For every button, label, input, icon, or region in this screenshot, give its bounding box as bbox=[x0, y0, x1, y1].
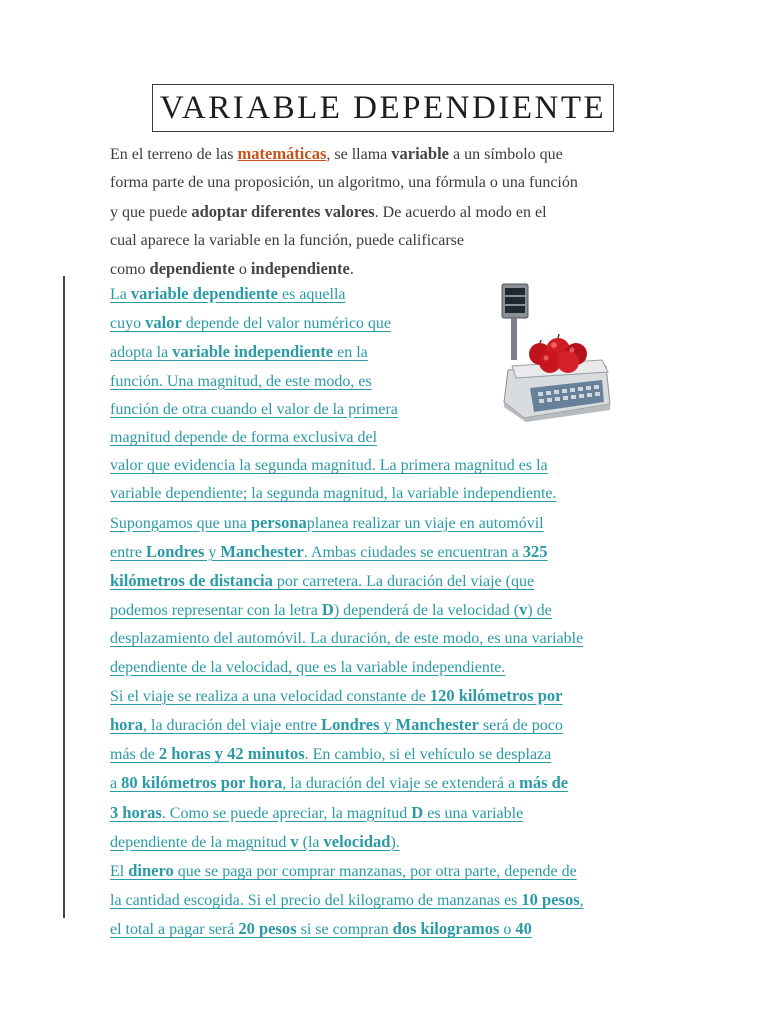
intro-bold-term: variable bbox=[391, 144, 450, 163]
intro-text: forma parte de una proposición, un algoritmo, una fórmula o una función bbox=[110, 174, 578, 192]
velocidad-link[interactable]: velocidad bbox=[323, 831, 391, 851]
text-line: Supongamos que una personaplanea realizar un viaje en automóvil bbox=[110, 512, 544, 532]
distance-value[interactable]: 325 bbox=[522, 541, 548, 561]
text-line: desplazamiento del automóvil. La duración, de este modo, es una variable bbox=[110, 630, 584, 648]
intro-text: o bbox=[234, 261, 251, 279]
intro-bold-term: independiente bbox=[250, 259, 350, 279]
text-line: magnitud depende de forma exclusiva del bbox=[110, 429, 378, 447]
duration-link[interactable]: 2 horas y 42 minutos bbox=[158, 744, 305, 764]
text-line: función de otra cuando el valor de la primera bbox=[110, 400, 398, 418]
price-link[interactable]: 10 pesos bbox=[521, 890, 580, 910]
intro-bold-term: adoptar diferentes valores bbox=[191, 201, 375, 221]
intro-text: y que puede bbox=[110, 203, 192, 221]
more-than-link[interactable]: 3 horas bbox=[110, 802, 162, 822]
persona-link[interactable]: persona bbox=[250, 512, 307, 532]
text-line: 3 horas. Como se puede apreciar, la magnitud D es una variable bbox=[110, 802, 524, 822]
intro-text: como bbox=[110, 261, 150, 279]
text-line: kilómetros de distancia por carretera. La duración del viaje (que bbox=[110, 571, 535, 591]
londres-link[interactable]: Londres bbox=[321, 715, 380, 735]
text-line: valor que evidencia la segunda magnitud. La primera magnitud es la bbox=[110, 457, 548, 475]
valor-link[interactable]: valor bbox=[145, 313, 182, 333]
text-line: variable dependiente; la segunda magnitud, la variable independiente. bbox=[110, 485, 557, 503]
speed-120-link[interactable]: hora bbox=[110, 715, 143, 735]
text-line: adopta la variable independiente en la bbox=[110, 342, 368, 362]
dinero-link[interactable]: dinero bbox=[128, 861, 174, 881]
manchester-link[interactable]: Manchester bbox=[220, 541, 304, 561]
total-link[interactable]: 40 bbox=[515, 919, 532, 939]
text-line: hora, la duración del viaje entre Londres y Manchester será de poco bbox=[110, 715, 563, 735]
speed-120-link[interactable]: 120 kilómetros por bbox=[429, 685, 563, 705]
text-line: podemos representar con la letra D) dependerá de la velocidad (v) de bbox=[110, 600, 552, 620]
body-paragraph bbox=[110, 280, 662, 945]
text-line: entre Londres y Manchester. Ambas ciudades se encuentran a 325 bbox=[110, 541, 548, 561]
text-line: la cantidad escogida. Si el precio del kilogramo de manzanas es 10 pesos, bbox=[110, 890, 584, 910]
intro-text: cual aparece la variable en la función, puede calificarse bbox=[110, 231, 465, 249]
text-line: Si el viaje se realiza a una velocidad constante de 120 kilómetros por bbox=[110, 685, 563, 705]
text-line: cuyo valor depende del valor numérico que bbox=[110, 313, 392, 333]
text-line: función. Una magnitud, de este modo, es bbox=[110, 372, 372, 390]
intro-text: . bbox=[349, 261, 354, 279]
text-line: dependiente de la velocidad, que es la variable independiente. bbox=[110, 658, 506, 676]
text-line: El dinero que se paga por comprar manzanas, por otra parte, depende de bbox=[110, 861, 577, 881]
variable-independiente-link[interactable]: variable independiente bbox=[172, 342, 334, 362]
letter-v: v bbox=[290, 831, 299, 851]
text-line: el total a pagar será 20 pesos si se compran dos kilogramos o 40 bbox=[110, 919, 532, 939]
letter-v: v bbox=[519, 600, 528, 620]
variable-dependiente-link[interactable]: variable dependiente bbox=[130, 284, 278, 303]
total-link[interactable]: 20 pesos bbox=[238, 919, 297, 939]
page-title: VARIABLE DEPENDIENTE bbox=[152, 84, 614, 132]
intro-text: , se llama bbox=[326, 146, 392, 163]
text-line: La variable dependiente es aquella bbox=[110, 284, 346, 303]
intro-text: En el terreno de las bbox=[110, 146, 238, 163]
letter-d: D bbox=[411, 802, 424, 822]
letter-d: D bbox=[321, 600, 334, 620]
text-line: dependiente de la magnitud v (la velocidad). bbox=[110, 831, 400, 851]
intro-paragraph bbox=[110, 140, 670, 284]
manchester-link[interactable]: Manchester bbox=[395, 715, 479, 735]
distance-unit[interactable]: kilómetros de distancia bbox=[110, 571, 273, 591]
londres-link[interactable]: Londres bbox=[145, 541, 205, 561]
margin-bar bbox=[63, 276, 65, 918]
intro-text: . De acuerdo al modo en el bbox=[374, 203, 547, 221]
more-than-link[interactable]: más de bbox=[519, 773, 569, 793]
intro-text: a un símbolo que bbox=[449, 146, 563, 163]
speed-80-link[interactable]: 80 kilómetros por hora bbox=[121, 773, 283, 793]
matematicas-link[interactable]: matemáticas bbox=[237, 144, 327, 163]
text-line: más de 2 horas y 42 minutos. En cambio, si el vehículo se desplaza bbox=[110, 744, 552, 764]
text-line: a 80 kilómetros por hora, la duración del viaje se extenderá a más de bbox=[110, 773, 569, 793]
kilograms-link[interactable]: dos kilogramos bbox=[392, 919, 500, 939]
intro-bold-term: dependiente bbox=[149, 259, 235, 279]
